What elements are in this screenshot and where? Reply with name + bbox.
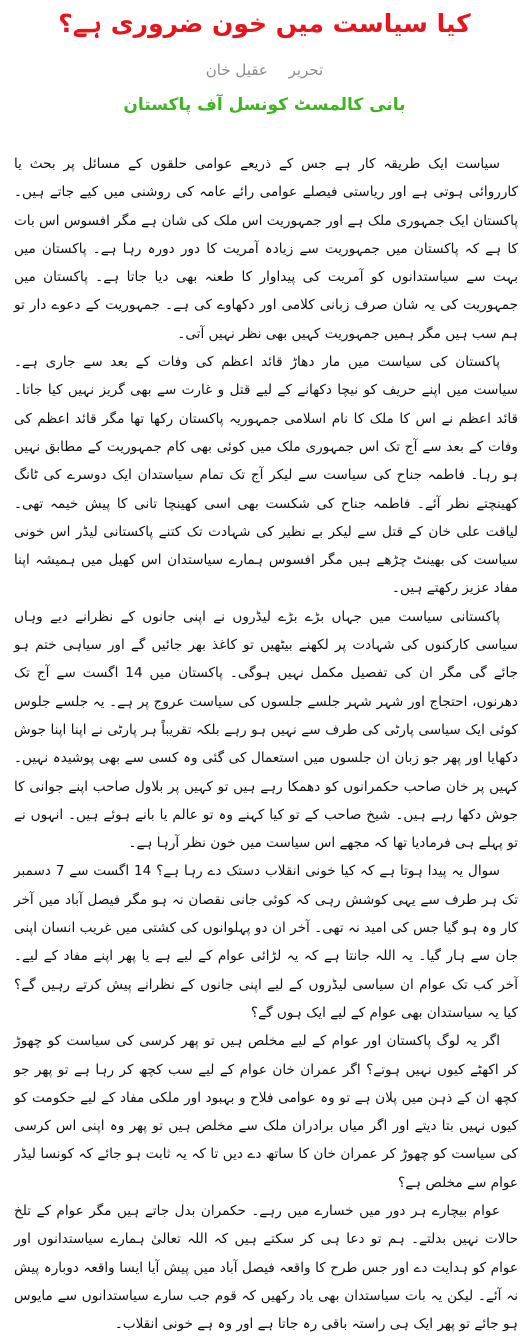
author-name: عقیل خان — [205, 61, 268, 79]
article-paragraph: پاکستان کی سیاست میں مار دھاڑ قائد اعظم کی وفات کے بعد سے جاری ہے۔ سیاست میں اپنے حریف کو نیچا دکھانے کے لیے قتل و غارت سے بھی گریز نہیں کیا جاتا۔ قائد اعظم نے اس کا ملک کا نام اسلامی جمہوریہ پاکستان رکھا تھا مگر قائد اعظم کی وفات کے بعد سے آج تک اس جمہوری ملک میں کوئی بھی کام جمہوریت کے مطابق نہیں ہو رہا۔ فاطمہ جناح کی سیاست سے لیکر آج تک تمام سیاستدان ایک دوسرے کی ٹانگ کھینچتے نظر آئے۔ فاطمہ جناح کی شکست بھی اسی کھینچا تانی کا پیش خیمہ تھی۔ لیاقت علی خان کے قتل سے لیکر بے نظیر کی شہادت تک کتنے پاکستانی لیڈر اس خونی سیاست کی بھینٹ چڑھے ہیں مگر افسوس ہمارے سیاستدان اس کھیل میں ہمیشہ اپنا مفاد عزیز رکھتے ہیں۔ — [14, 354, 518, 597]
byline — [0, 58, 529, 82]
article-paragraph: پاکستانی سیاست میں جہاں بڑے بڑے لیڈروں نے اپنی جانوں کے نظرانے دیے وہاں سیاسی کارکنوں کی شہادت پر لکھنے بیٹھیں تو کاغذ بھر جائیں گے اور سیاہی ختم ہو جائے گی مگر ان کی تفصیل مکمل نہیں ہوگی۔ پاکستان میں 14 اگست سے آج تک دھرنوں، احتجاج اور شہر شہر جلسے جلسوں کی سیاست عروج پر ہے۔ یہ جلسے جلوس کوئی ایک سیاسی پارٹی کی طرف سے نہیں ہو رہے بلکہ تقریباً ہر پارٹی نے اپنا اپنا جوش دکھایا اور پھر جو زبان ان جلسوں میں استعمال کی گئی وہ کسی سے بھی پوشیدہ نہیں۔ کہیں پر خان صاحب حکمرانوں کو دھمکا رہے ہیں تو کہیں پر بلاول صاحب اپنے جوانی کا جوش دکھا رہے ہیں۔ شیخ صاحب کے تو کیا کہنے وہ تو عالم یا بانے ہوئے ہیں۔ انہوں نے تو پہلے ہی فرمادیا تھا کہ مجھے اس سیاست میں خون نظر آرہا ہے۔ — [14, 608, 518, 852]
byline-prefix: تحریر — [288, 61, 324, 79]
article-paragraph: سوال یہ پیدا ہوتا ہے کہ کیا خونی انقلاب دستک دے رہا ہے؟ 14 اگست سے 7 دسمبر تک ہر طرف سے یہی کوشش رہی کہ کوئی جانی نقصان نہ ہو مگر فیصل آباد میں آخر کار وہ ہو گیا جس کی امید نہ تھی۔ آخر ان دو پہلوانوں کی کشتی میں غریب انسان اپنی جان سے ہار گیا۔ یہ اللہ جانتا ہے کہ یہ لڑائی عوام کے لیے ہے یا پھر اپنے مفاد کے لیے۔ آخر کب تک عوام ان سیاسی لیڈروں کے لیے اپنی جانوں کے نظرانے پیش کرتے رہیں گے؟ کیا یہ سیاستدان بھی عوام کے لیے ایک ہوں گے؟ — [14, 863, 518, 1021]
article-paragraph: اگر یہ لوگ پاکستان اور عوام کے لیے مخلص ہیں تو پھر کرسی کی سیاست کو چھوڑ کر اکھٹے کیوں نہیں ہوتے؟ اگر عمران خان عوام کے لیے سب کچھ کر رہا ہے تو پھر جو کچھ ان کے ذہن میں پلان ہے تو وہ عوامی فلاح و بہبود اور ملکی مفاد کے لیے حکومت کو کیوں نہیں بتا دیتے اور اگر میاں برادران ملک سے مخلص ہیں تو پھر وہ اپنی اس کرسی کی سیاست کو چھوڑ کر عمران خان کا ساتھ دے دیں تا کہ یہ ثابت ہو جائے کہ کونسا لیڈر عوام سے مخلص ہے؟ — [14, 1033, 518, 1191]
article-paragraph: عوام بیچارے ہر دور میں خسارے میں رہے۔ حکمران بدل جاتے ہیں مگر عوام کے تلخ حالات نہیں بدلتے۔ ہم تو دعا ہی کر سکتے ہیں کہ اللہ تعالیٰ ہمارے سیاستدانوں اور عوام کو ہدایت دے اور جس طرح کا واقعہ فیصل آباد میں پیش آیا ایسا واقعہ دوبارہ پیش نہ آئے۔ لیکن یہ بات سیاستدان بھی یاد رکھیں کہ قوم جب سارے سیاستدانوں سے مایوس ہو جائے تو پھر ایک ہی راستہ باقی رہ جاتا ہے اور وہ ہے خونی انقلاب۔ — [14, 1202, 518, 1333]
author-affiliation: بانی کالمسٹ کونسل آف پاکستان — [123, 95, 406, 115]
article-paragraph: سیاست ایک طریقہ کار ہے جس کے ذریعے عوامی حلقوں کے مسائل پر بحث یا کارروائی ہوتی ہے اور ریاستی فیصلے عوامی رائے عامہ کی روشنی میں کیے جاتے ہیں۔ پاکستان ایک جمہوری ملک ہے اور جمہوریت اس ملک کی شان ہے مگر افسوس اس بات کا ہے کہ پاکستان میں جمہوریت سے زیادہ آمریت کا دور دورہ رہا ہے۔ پاکستان میں بہت سے سیاستدانوں کو آمریت کی پیداوار کا طعنہ بھی دیا جاتا ہے۔ پاکستان میں جمہوریت کی یہ شان صرف زبانی کلامی اور دکھاوے کی ہے۔ جمہوریت کے دعوے دار تو ہم سب ہیں مگر ہمیں جمہوریت کہیں بھی نظر نہیں آتی۔ — [14, 156, 518, 342]
article-title: کیا سیاست میں خون ضروری ہے؟ — [58, 9, 471, 38]
article-body — [14, 150, 518, 1338]
